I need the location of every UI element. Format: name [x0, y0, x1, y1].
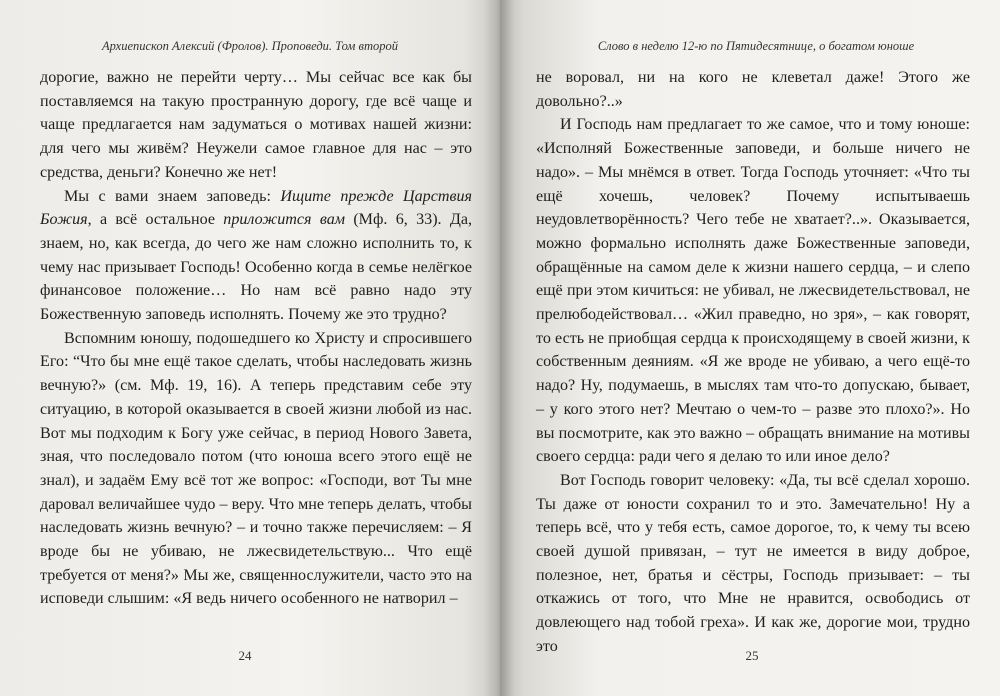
right-page: [500, 0, 1000, 696]
right-running-head: Слово в неделю 12-ю по Пятидесятнице, о богатом юноше: [597, 39, 915, 53]
left-page-number: 24: [238, 648, 252, 663]
right-paragraph-1: не воровал, ни на кого не клеветал даже! Этого же довольно?..»: [536, 69, 970, 110]
left-p2-text-a: Мы с вами знаем заповедь:: [64, 187, 281, 205]
left-running-head: Архиепископ Алексий (Фролов). Проповеди. Том второй: [102, 39, 398, 53]
right-page-number: 25: [745, 648, 759, 663]
left-p2-quote-2: приложится вам: [223, 211, 346, 229]
right-body-text: [536, 66, 970, 659]
left-paragraph-3: Вспомним юношу, подошедшего ко Христу и спросившего Его: “Что бы мне ещё такое сделать, чтобы наследовать жизнь вечную?» (см. Мф. 19, 16). А теперь представим себе эту ситуацию, в которой оказывается в своей жизни любой из нас. Вот мы подходим к Богу уже сейчас, в период Нового Завета, зная, что последовало потом (что юноша всего этого ещё не знал), и задаём Ему всё тот же вопрос: «Господи, вот Ты мне даровал величайшее чудо – веру. Что мне теперь делать, чтобы наследовать жизнь вечную? – и точно также перечисляем: – Я вроде бы не убиваю, не лжесвидетельствую... Что ещё требуется от меня?» Мы же, священнослужители, часто это на исповеди слышим: «Я ведь ничего особенного не натворил –: [40, 329, 472, 608]
left-paragraph-2: [40, 185, 472, 327]
left-p2-text-c: (Мф. 6, 33). Да, знаем, но, как всегда, до чего же нам сложно исполнить то, к чему нас призывает Господь! Особенно когда в семье нелёгкое финансовое положение… Но нам всё равно надо эту Божественную заповедь исполнять. Почему же это трудно?: [40, 211, 473, 324]
left-body-text: [40, 66, 472, 611]
left-p2-quote-1: Ищите прежде Царствия Божия: [40, 187, 472, 229]
left-p2-text-b: , а всё остальное: [87, 211, 224, 229]
left-paragraph-1: дорогие, важно не перейти черту… Мы сейчас все как бы поставляемся на такую пространную дорогу, где всё чаще и чаще предлагается нам задуматься о мотивах нашей жизни: для чего мы живём? Неужели самое главное для нас – это средства, деньги? Конечно же нет!: [40, 69, 472, 181]
right-paragraph-3: Вот Господь говорит человеку: «Да, ты всё сделал хорошо. Ты даже от юности сохранил то и это. Замечательно! Ну а теперь всё, что у тебя есть, самое дорогое, то, к чему ты всею своей душой привязан, – тут не имеется в виду доброе, полезное, нет, братья и сёстры, Господь призывает: – ты откажись от того, что Мне не нравится, освободись от довлеющего над тобой греха». И как же, дорогие мои, трудно это: [536, 471, 970, 655]
right-paragraph-2: И Господь нам предлагает то же самое, что и тому юноше: «Исполняй Божественные заповеди, и больше ничего не надо». – Мы мнёмся в ответ. Тогда Господь уточняет: «Что ты ещё хочешь, человек? Почему испытываешь неудовлетворённость? Чего тебе не хватает?..». Оказывается, можно формально исполнять даже Божественные заповеди, обращённые на самом деле к жизни нашего сердца, – и слепо ещё при этом кичиться: не убивал, не лжесвидетельствовал, не прелюбодействовал… «Жил праведно, но зря», – как говорят, то есть не приобщая сердца к происходящему в своей жизни, к собственным деяниям. «Я же вроде не убиваю, а чего ещё-то надо? Ну, подумаешь, в мыслях там что-то допускаю, бывает, – у кого этого нет? Мечтаю о чем-то – разве это плохо?». Но вы посмотрите, как это важно – обращать внимание на мотивы своего сердца: ради чего я делаю то или иное дело?: [536, 116, 970, 466]
